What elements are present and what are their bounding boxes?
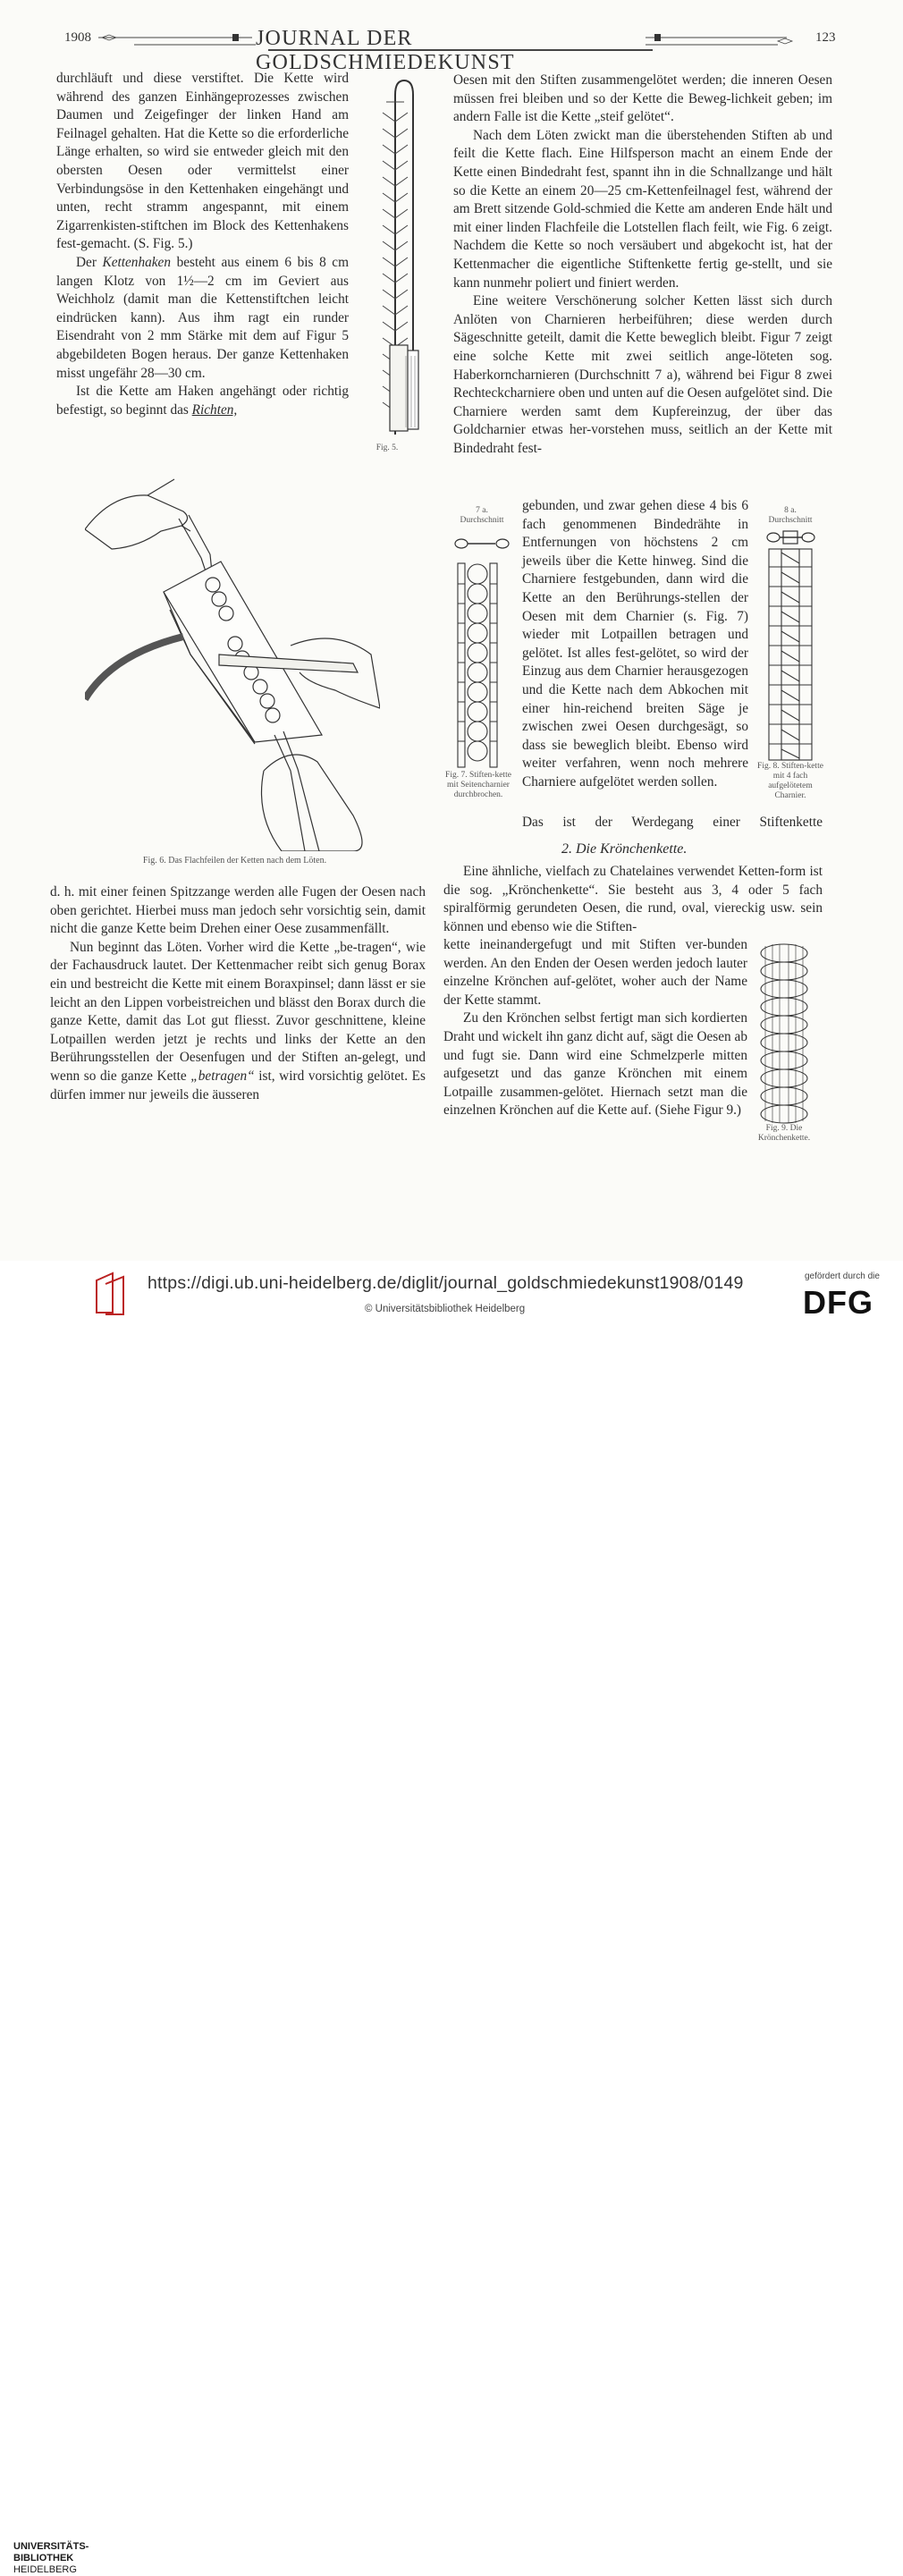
fig7a-label: 7 a. Durchschnitt — [460, 506, 504, 525]
scanned-page — [0, 0, 903, 1261]
figure-9-crown-chain — [756, 941, 812, 1128]
figure-8-four-hinge-chain — [767, 547, 814, 762]
fig6-caption: Fig. 6. Das Flachfeilen der Ketten nach dem Löten. — [142, 856, 327, 866]
fig7-caption: Fig. 7. Stiften-kette mit Seitencharnier durchbrochen. — [445, 771, 511, 799]
paragraph: Der Kettenhaken besteht aus einem 6 bis 8 cm langen Klotz von 1½—2 cm im Geviert aus Weichholz (damit man die Kettenstiftchen leicht eindrücken kann). Aus ihm ragt ein runder Eisendraht von 2 mm Stärke mit dem auf Figur 5 abgebildeten Bogen heraus. Der ganze Kettenhaken misst ungefähr 28—30 cm. — [56, 254, 349, 381]
paragraph: Nun beginnt das Löten. Vorher wird die Kette „be-tragen“, wie der Fachausdruck lautet. Der Kettenmacher reibt sich genug Borax ein und bestreicht die Kette mit einem Boraxpinsel; dann lässt er sie leicht an den Lippen vorbeistreichen und blässt den Borax durch die ganze Kette, damit das Lot gut fliesst. Zuvor geschnittene, kleine Lotpaillen werden jetzt je rechts und links der Kette an den Berührungsstellen der Oesenfugen und der Stiften an-gelegt, und wenn so die ganze Kette „betragen“ ist, wird vorsichtig gelötet. Es dürfen immer nur jeweils die äusseren — [50, 939, 426, 1102]
paragraph: Eine weitere Verschönerung solcher Ketten lässt sich durch Anlöten von Charnieren herbeiführen; diese werden durch Sägeschnitte geteilt, damit die Kette beweglich bleibt. Figur 7 zeigt eine solche Kette mit zwei seitlich ange-löteten sog. Haberkorncharnieren (Durchschnitt 7 a), während bei Figur 8 zwei Rechteckcharniere oben und unten auf die Oesen aufgelötet sind. Die Charniere werden samt dem Kupfereinzug, der über das Goldcharnier etwas her-vorstehen muss, seitlich an der Kette mit Bindedraht fest- — [453, 293, 832, 456]
copyright-notice: © Universitätsbibliothek Heidelberg — [365, 1304, 526, 1314]
paragraph: durchläuft und diese verstiftet. Die Kette wird während des ganzen Einhängeprozesses zwischen Daumen und Zeigefinger der linken Hand am Feilnagel gehalten. Hat die Kette so die erforderliche Länge erhalten, so wird sie entweder gleich mit den obersten Oesen oder vermittelst einer Verbindungsöse in den Kettenhaken eingehängt und unten, recht stramm angespannt, mit einem Zigarrenkisten-stiftchen im Block des Kettenhakens fest-gemacht. (S. Fig. 5.) — [56, 71, 349, 252]
figure-7a-cross-section — [454, 535, 511, 553]
paragraph: Das ist der Werdegang einer Stiftenkette — [522, 815, 823, 830]
left-column-top — [56, 70, 349, 419]
right-column-top — [453, 72, 832, 458]
figure-5-chain-hook — [356, 77, 445, 452]
figure-7-side-hinge-chain — [456, 562, 499, 769]
journal-title: JOURNAL DER GOLDSCHMIEDEKUNST — [256, 27, 515, 74]
left-column-bottom — [50, 883, 426, 1104]
university-library-logo-icon — [93, 1271, 129, 1316]
paragraph: Eine ähnliche, vielfach zu Chatelaines verwendet Ketten-form ist die sog. „Krönchenkette“. Sie besteht aus 3, 4 oder 5 fach spiralförmig gerundeten Oesen, die rund, oval, viereckig usw. sein können und ebenso wie die Stiften- — [443, 864, 823, 934]
paragraph: Nach dem Löten zwickt man die überstehenden Stiften ab und feilt die Kette flach. Eine Hilfsperson macht an einem Ende der Kette einen Bindedraht fest, spannt ihn in die Schnallzange und hält so die Kette an einem 20—25 cm-Kettenfeilnagel fest, während der am Brett sitzende Gold-schmied die Kette am anderen Ende hält und mit einer linden Flachfeile die Lotstellen flach feilt, wie Fig. 6 zeigt. Nachdem die Kette so noch versäubert und abgekocht ist, hat der Kettenmacher die eigentliche Stiftenkette fertig ge-stellt, und sie kann nunmehr poliert und finiert werden. — [453, 127, 832, 291]
paragraph: gebunden, und zwar gehen diese 4 bis 6 fach genommenen Bindedrähte in Entfernungen von höchstens 2 cm jeweils über die Kette hinweg. Sind die Charniere festgebunden, dann wird die Kette an den Berührungs-stellen der Oesen mit dem Charnier (s. Fig. 7) wieder mit Lotpaillen betragen und gelötet. Ist alles fest-gelötet, so wird der Einzug aus dem Charnier herausgezogen und die Kette nach dem Abkochen mit einer hin-reichend breiten Säge je zwischen zwei Oesen durchgesägt, so dass sie beweglich bleibt. Ebenso wird weiter verfahren, wenn noch mehrere Charniere aufgelötet werden sollen. — [522, 498, 748, 790]
dfg-logo[interactable]: DFG — [803, 1284, 873, 1321]
paragraph: kette ineinandergefugt und mit Stiften ver-bunden werden. An den Enden der Oesen werden jedoch lauter einzelne Krönchen auf-gelötet, woher auch der Name der Kette stammt. — [443, 937, 747, 1008]
fig8-caption: Fig. 8. Stiften-kette mit 4 fach aufgelötetem Charnier. — [757, 762, 823, 800]
right-column-last-line — [522, 814, 823, 832]
right-column-middle — [522, 497, 748, 792]
paragraph: Ist die Kette am Haken angehängt oder richtig befestigt, so beginnt das Richten, — [56, 384, 349, 418]
viewer-footer — [0, 1261, 903, 2575]
section-heading: 2. Die Krönchenkette. — [561, 841, 688, 857]
fig8a-label: 8 a. Durchschnitt — [768, 506, 813, 525]
page-number: 123 — [815, 30, 836, 45]
paragraph: Zu den Krönchen selbst fertigt man sich kordierten Draht und wickelt ihn ganz dicht auf, sägt die Oesen ab und fugt sie. Dann wird eine Schmelzperle mitten aufgesetzt und das ganze Krönchen mit einem Lotpaille zusammen-gelötet. Hiernach setzt man die einzelnen Krönchen auf die Kette auf. (Siehe Figur 9.) — [443, 1010, 747, 1119]
figure-8a-cross-section — [765, 529, 817, 545]
right-column-bottom-full — [443, 863, 823, 936]
sponsor-label: gefördert durch die — [805, 1271, 880, 1281]
permalink-url[interactable]: https://digi.ub.uni-heidelberg.de/diglit/journal_goldschmiedekunst1908/0149 — [148, 1273, 744, 1293]
paragraph: d. h. mit einer feinen Spitzzange werden alle Fugen der Oesen nach oben gerichtet. Hierbei muss man jedoch sehr vorsichtig sein, damit nicht die ganze Kette beim Drehen einer Oese zusammenfällt. — [50, 884, 426, 937]
header-year: 1908 — [64, 30, 91, 45]
university-library-logo-text[interactable]: UNIVERSITÄTS- BIBLIOTHEK HEIDELBERG — [13, 2541, 89, 2575]
right-column-bottom-narrow — [443, 936, 747, 1120]
fig9-caption: Fig. 9. Die Krönchenkette. — [757, 1124, 811, 1143]
figure-6-filing-illustration — [85, 476, 380, 851]
fig5-caption: Fig. 5. — [376, 443, 399, 452]
paragraph: Oesen mit den Stiften zusammengelötet werden; die inneren Oesen müssen frei bleiben und so der Kette die Beweg-lichkeit geben; im andern Falle ist die Kette „steif gelötet“. — [453, 72, 832, 125]
